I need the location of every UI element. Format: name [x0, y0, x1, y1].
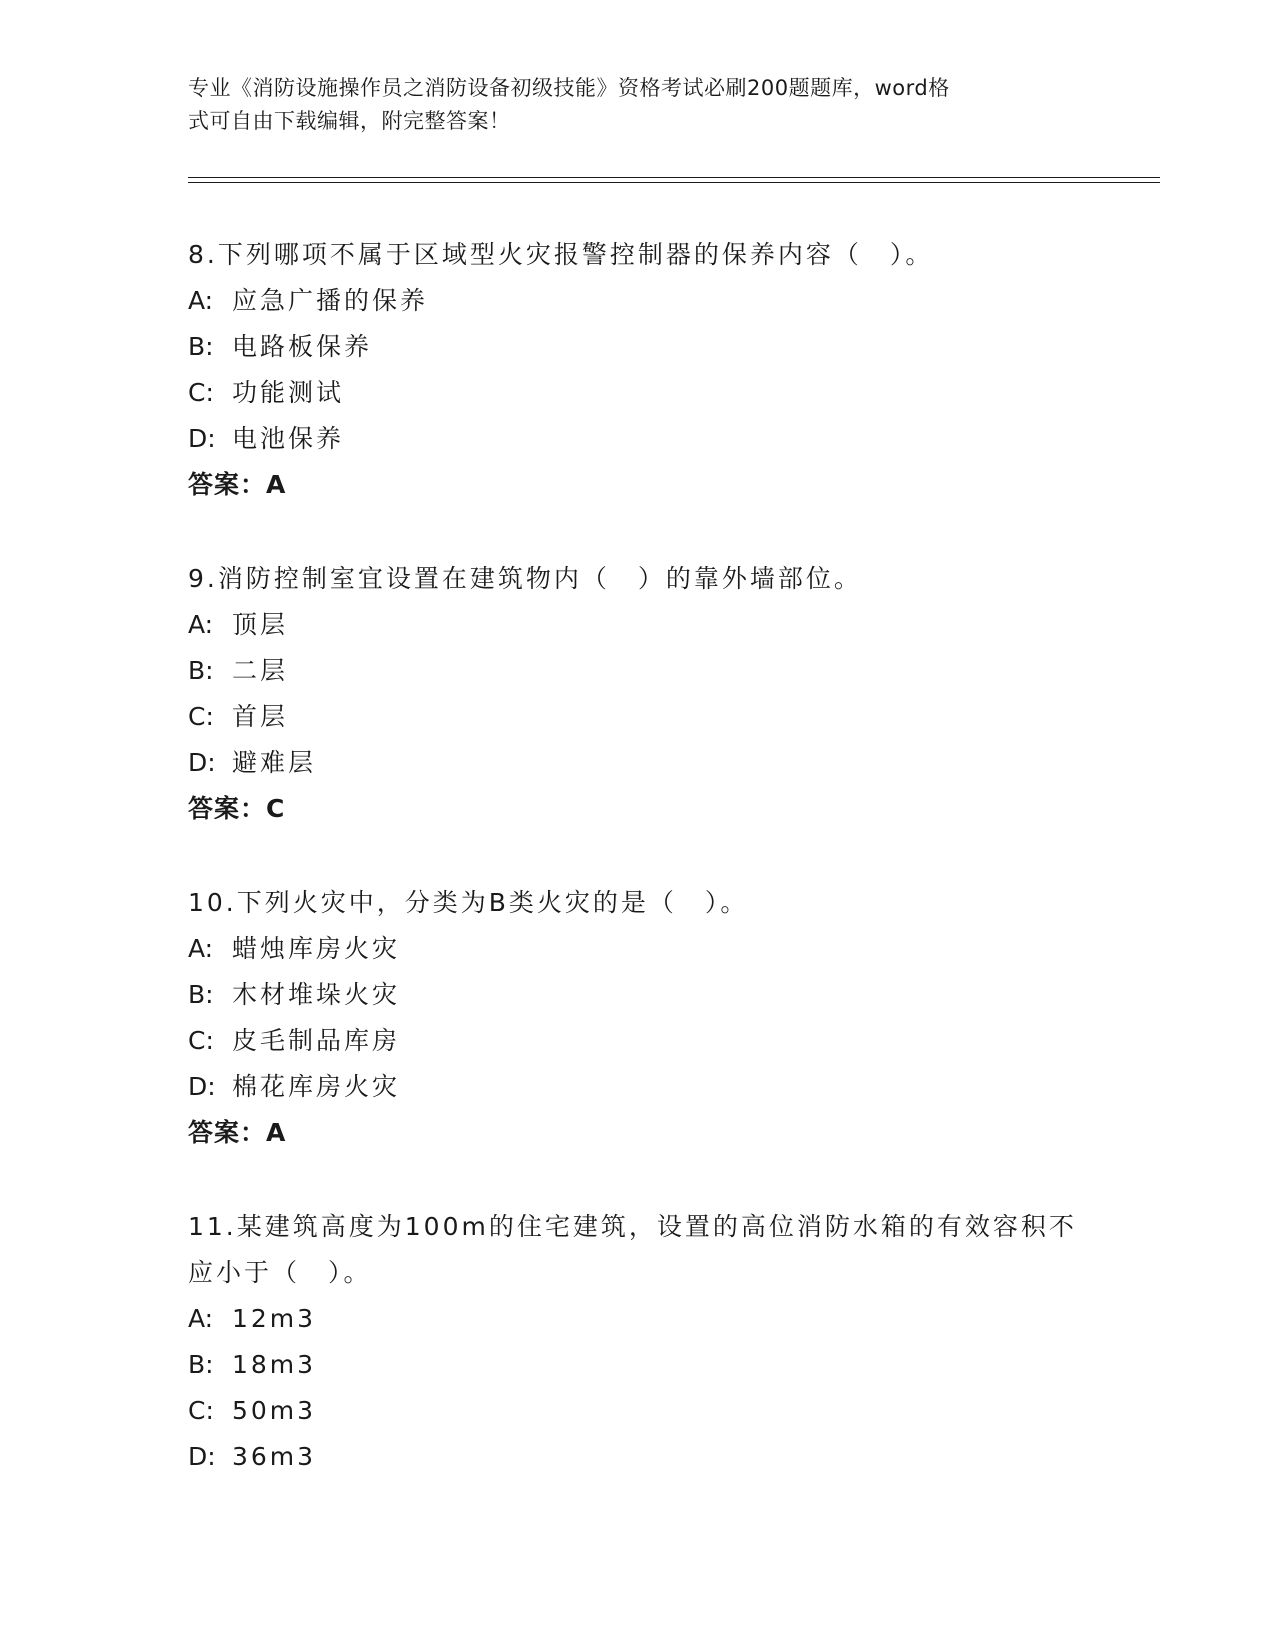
option-key: C:: [188, 702, 214, 731]
answer-line: 答案：A: [188, 470, 287, 499]
option-text: 12m3: [232, 1304, 317, 1333]
option-d: [188, 1064, 1088, 1110]
question-10: [188, 880, 1088, 1156]
question-stem: 9.消防控制室宜设置在建筑物内（ ）的靠外墙部位。: [188, 564, 862, 593]
option-d: [188, 1434, 1088, 1480]
question-11: [188, 1204, 1088, 1480]
question-8: [188, 232, 1088, 508]
option-text: 蜡烛库房火灾: [232, 934, 401, 963]
option-text: 电路板保养: [232, 332, 373, 361]
option-key: A:: [188, 286, 214, 315]
option-text: 二层: [232, 656, 289, 685]
option-d: [188, 416, 1088, 462]
option-key: B:: [188, 1350, 214, 1379]
option-key: A:: [188, 934, 214, 963]
option-key: A:: [188, 1304, 214, 1333]
option-b: [188, 324, 1088, 370]
option-c: [188, 1018, 1088, 1064]
option-key: B:: [188, 656, 214, 685]
option-c: [188, 694, 1088, 740]
option-text: 皮毛制品库房: [232, 1026, 401, 1055]
answer-line: 答案：C: [188, 794, 286, 823]
option-key: B:: [188, 332, 214, 361]
option-text: 避难层: [232, 748, 317, 777]
question-stem: 10.下列火灾中，分类为B类火灾的是（ ）。: [188, 888, 749, 917]
option-text: 36m3: [232, 1442, 317, 1471]
header-divider-top: [188, 177, 1160, 178]
option-key: D:: [188, 1072, 216, 1101]
option-text: 18m3: [232, 1350, 317, 1379]
option-key: C:: [188, 378, 214, 407]
option-key: D:: [188, 748, 216, 777]
header-line-1: 专业《消防设施操作员之消防设备初级技能》资格考试必刷200题题库，word格: [188, 76, 950, 100]
option-a: [188, 1296, 1088, 1342]
option-text: 顶层: [232, 610, 289, 639]
option-key: C:: [188, 1396, 214, 1425]
option-text: 电池保养: [232, 424, 345, 453]
question-list: [188, 232, 1088, 1528]
option-text: 功能测试: [232, 378, 345, 407]
header-line-2: 式可自由下载编辑，附完整答案！: [188, 109, 511, 133]
option-b: [188, 648, 1088, 694]
header-divider-bottom: [188, 182, 1160, 183]
option-a: [188, 926, 1088, 972]
option-a: [188, 278, 1088, 324]
option-key: B:: [188, 980, 214, 1009]
option-key: D:: [188, 424, 216, 453]
question-9: [188, 556, 1088, 832]
option-b: [188, 972, 1088, 1018]
option-text: 应急广播的保养: [232, 286, 429, 315]
option-text: 棉花库房火灾: [232, 1072, 401, 1101]
option-key: C:: [188, 1026, 214, 1055]
answer-line: 答案：A: [188, 1118, 287, 1147]
option-key: D:: [188, 1442, 216, 1471]
option-a: [188, 602, 1088, 648]
option-text: 首层: [232, 702, 289, 731]
option-text: 木材堆垛火灾: [232, 980, 401, 1009]
question-stem: 8.下列哪项不属于区域型火灾报警控制器的保养内容（ ）。: [188, 240, 934, 269]
option-c: [188, 370, 1088, 416]
option-text: 50m3: [232, 1396, 317, 1425]
option-b: [188, 1342, 1088, 1388]
document-header: [188, 72, 1068, 138]
option-key: A:: [188, 610, 214, 639]
question-stem: 11.某建筑高度为100m的住宅建筑，设置的高位消防水箱的有效容积不应小于（ ）。: [188, 1212, 1077, 1287]
option-c: [188, 1388, 1088, 1434]
option-d: [188, 740, 1088, 786]
